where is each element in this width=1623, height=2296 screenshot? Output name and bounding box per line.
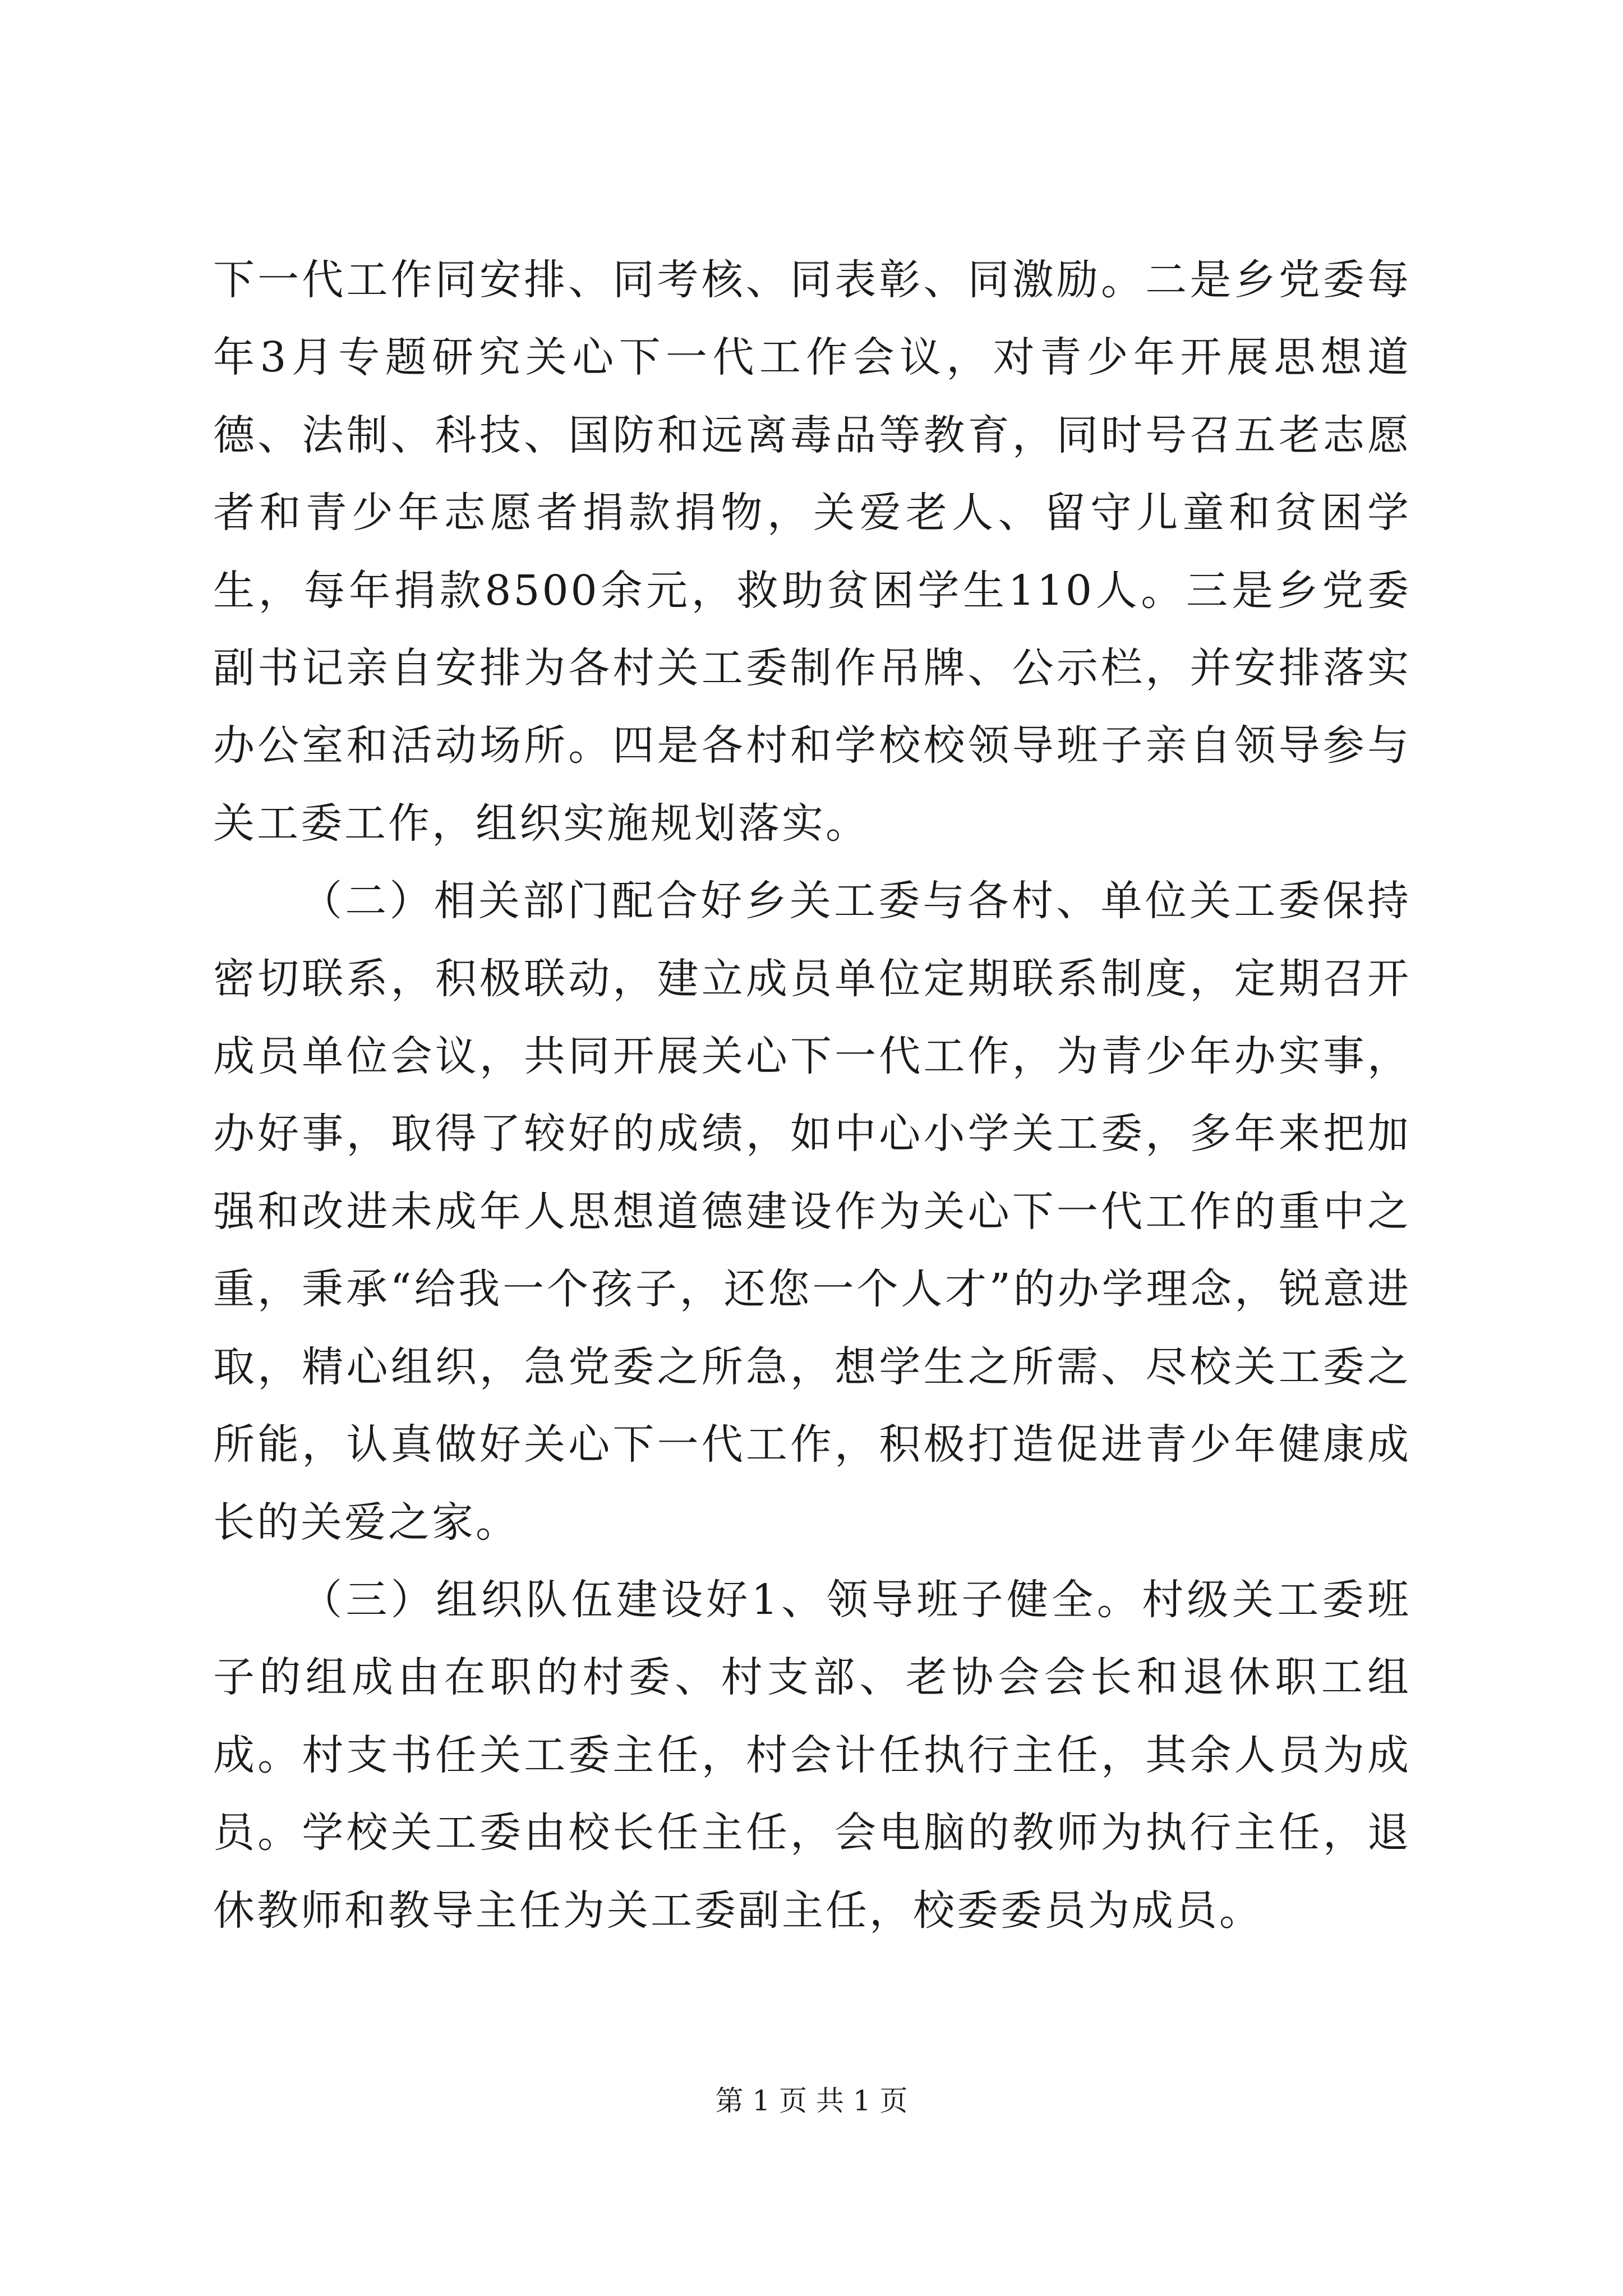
- paragraph-section-two: （二）相关部门配合好乡关工委与各村、单位关工委保持密切联系，积极联动，建立成员单位定期联系制度，定期召开成员单位会议，共同开展关心下一代工作，为青少年办实事，办好事，取得了较好的成绩，如中心小学关工委，多年来把加强和改进未成年人思想道德建设作为关心下一代工作的重中之重，秉承“给我一个孩子，还您一个人才”的办学理念，锐意进取，精心组织，急党委之所急，想学生之所需、尽校关工委之所能，认真做好关心下一代工作，积极打造促进青少年健康成长的关爱之家。: [213, 877, 1411, 1547]
- paragraph-continuation: 下一代工作同安排、同考核、同表彰、同激励。二是乡党委每年3月专题研究关心下一代工作会议，对青少年开展思想道德、法制、科技、国防和远离毒品等教育，同时号召五老志愿者和青少年志愿者捐款捐物，关爱老人、留守儿童和贫困学生，每年捐款8500余元，救助贫困学生110人。三是乡党委副书记亲自安排为各村关工委制作吊牌、公示栏，并安排落实办公室和活动场所。四是各村和学校校领导班子亲自领导参与关工委工作，组织实施规划落实。: [213, 256, 1411, 848]
- document-body: [213, 241, 1411, 1949]
- paragraph-section-three: （三）组织队伍建设好1、领导班子健全。村级关工委班子的组成由在职的村委、村支部、老协会会长和退休职工组成。村支书任关工委主任，村会计任执行主任，其余人员为成员。学校关工委由校长任主任，会电脑的教师为执行主任，退休教师和教导主任为关工委副主任，校委委员为成员。: [213, 1575, 1411, 1935]
- page-footer: 第 1 页 共 1 页: [715, 2085, 908, 2117]
